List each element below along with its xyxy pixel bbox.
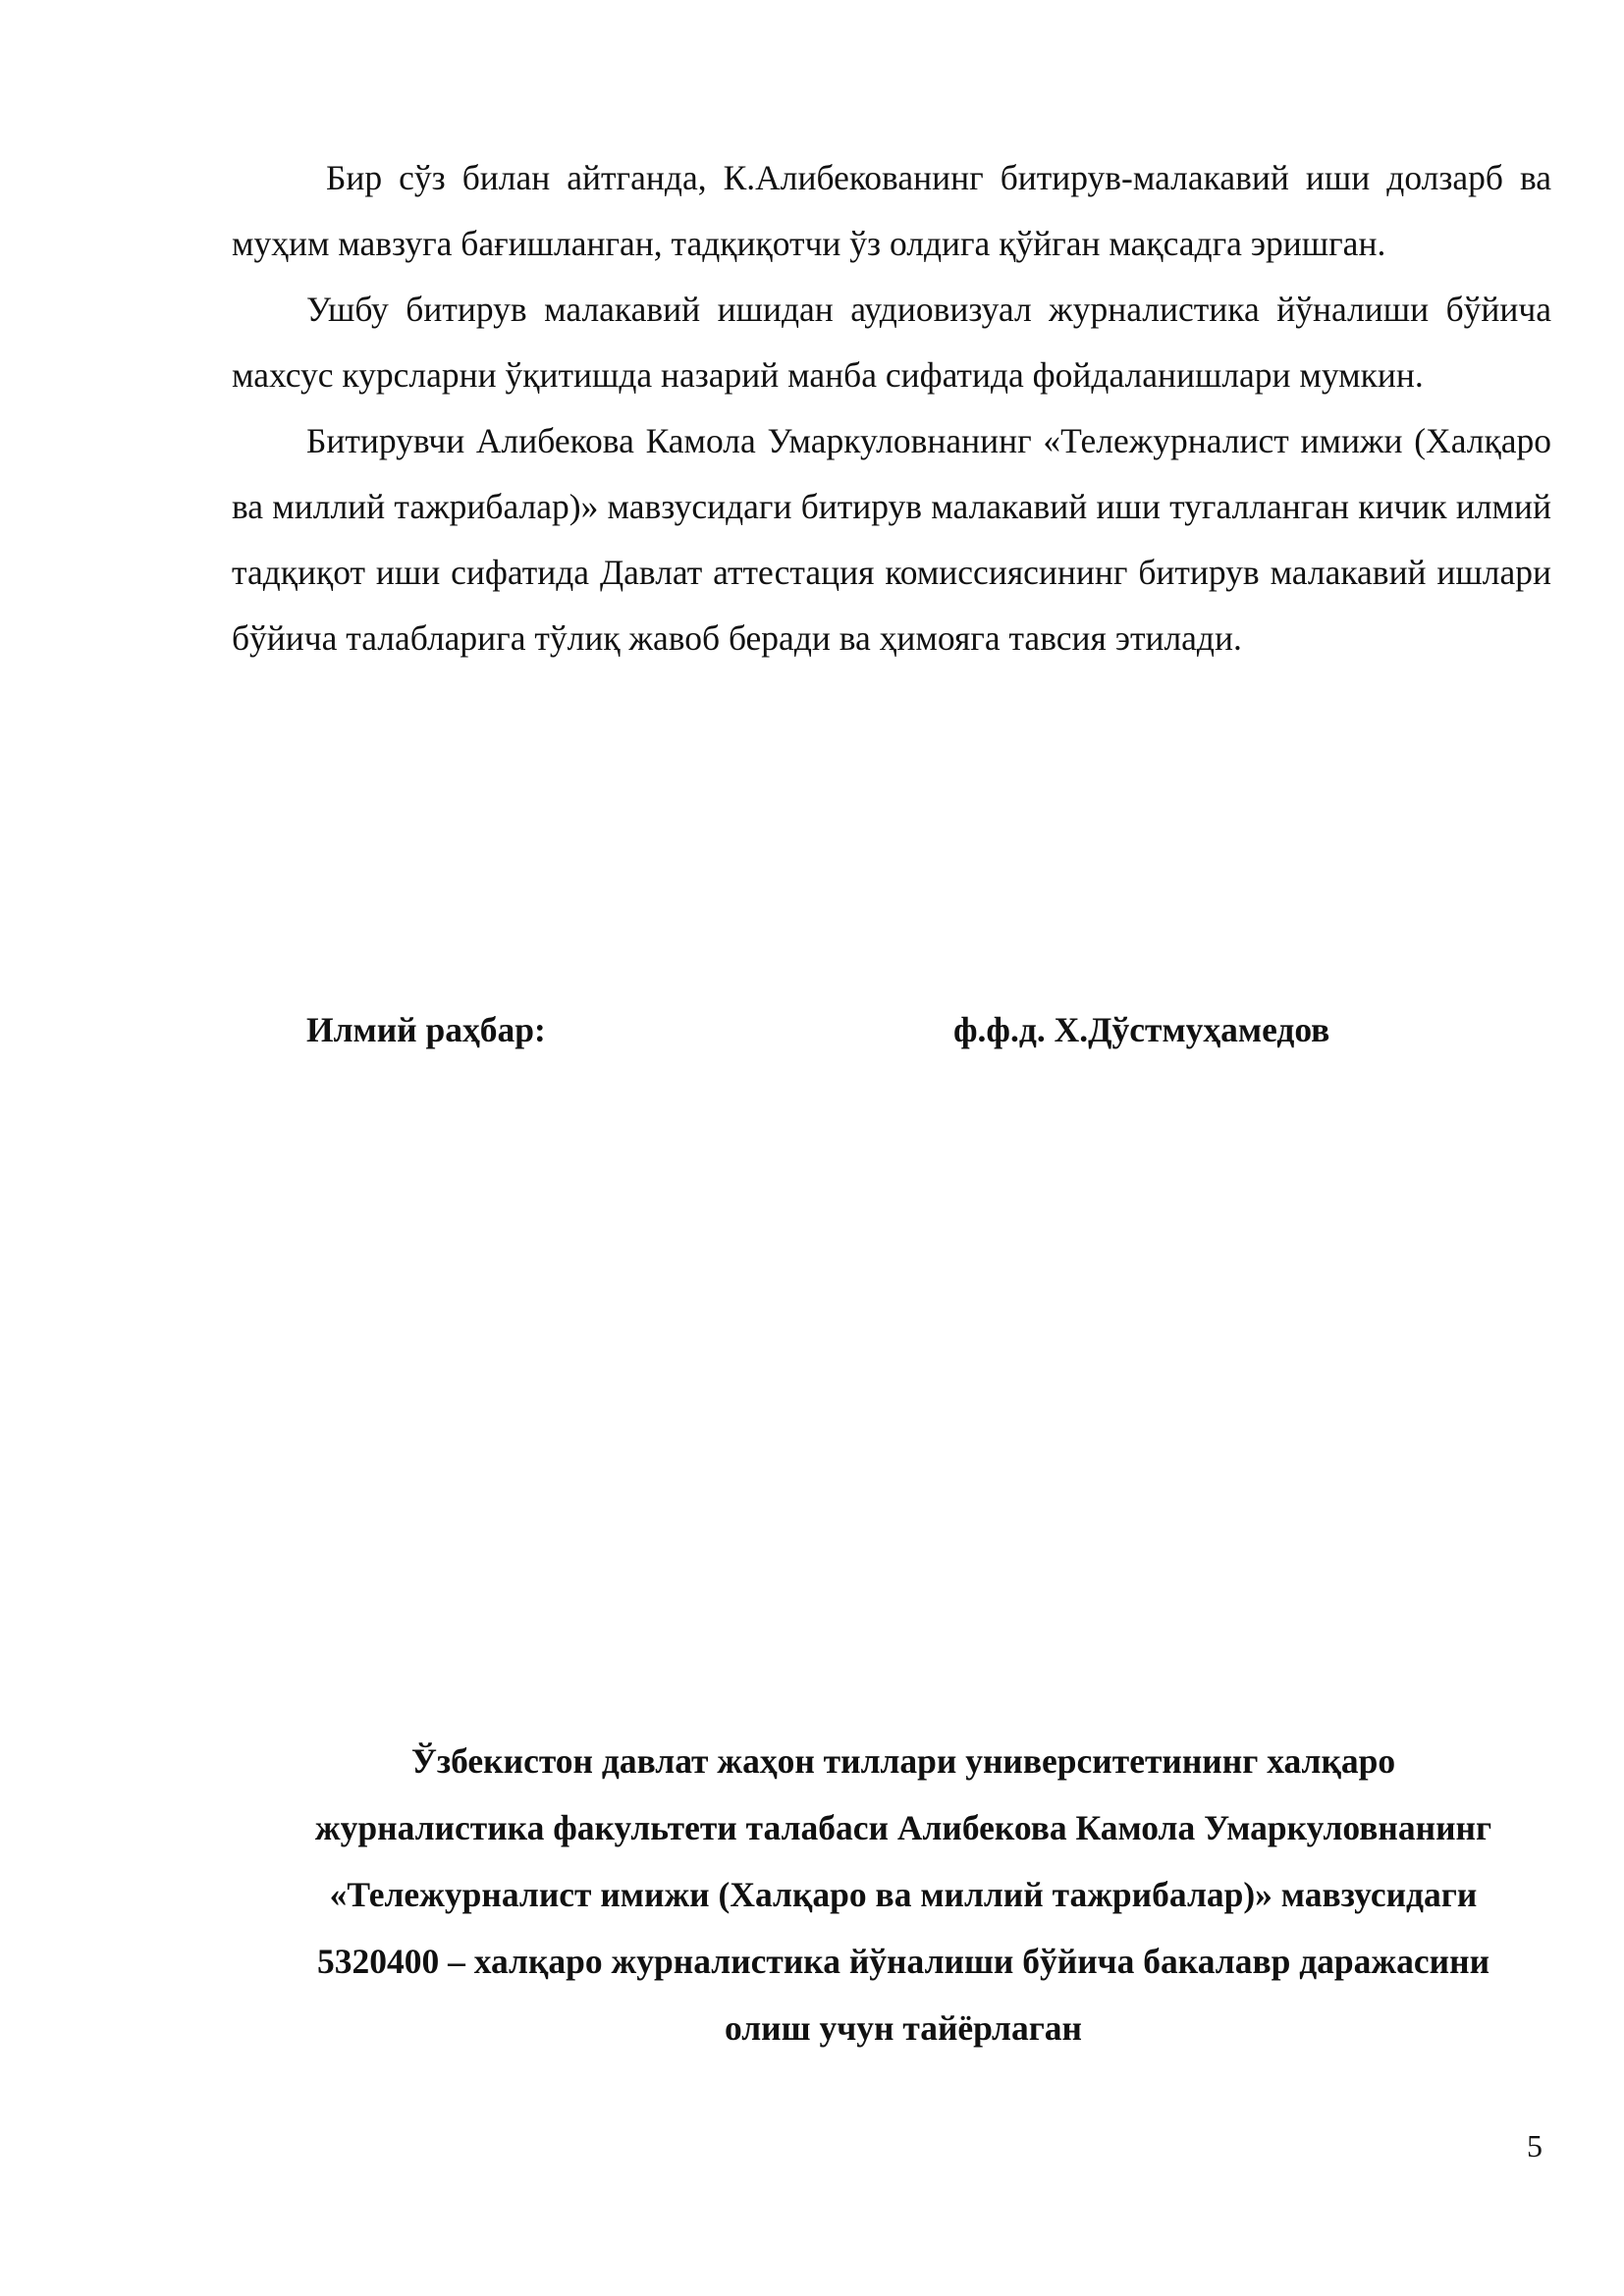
review-heading-line: олиш учун тайёрлаган — [724, 2008, 1083, 2048]
paragraph-conclusion: Бир сўз билан айтганда, К.Алибекованинг битирув-малакавий иши долзарб ва муҳим мавзуга бағишланган, тадқиқотчи ўз олдига қўйган мақсадга эришган. — [232, 158, 1551, 263]
review-heading-line: «Тележурналист имижи (Халқаро ва миллий тажрибалар)» мавзусидаги — [329, 1875, 1478, 1914]
paragraph-usage: Ушбу битирув малакавий ишидан аудиовизуал журналистика йўналиши бўйича махсус курсларни ўқитишда назарий манба сифатида фойдаланишлари мумкин. — [232, 290, 1551, 395]
review-heading — [216, 1728, 1591, 2061]
page-number: 5 — [1527, 2128, 1543, 2163]
supervisor-role: Илмий раҳбар: — [306, 1010, 546, 1049]
review-heading-line: 5320400 – халқаро журналистика йўналиши бўйича бакалавр даражасини — [316, 1942, 1490, 1981]
paragraph-recommendation: Битирувчи Алибекова Камола Умаркуловнанинг «Тележурналист имижи (Халқаро ва миллий тажрибалар)» мавзусидаги битирув малакавий иши тугалланган кичик илмий тадқиқот иши сифатида Давлат аттестация комиссиясининг битирув малакавий ишлари бўйича талабларига тўлиқ жавоб беради ва ҳимояга тавсия этилади. — [232, 421, 1551, 658]
review-heading-line: Ўзбекистон давлат жаҳон тиллари университетининг халқаро — [410, 1741, 1396, 1781]
review-heading-line: журналистика факультети талабаси Алибекова Камола Умаркуловнанинг — [314, 1808, 1492, 1847]
paragraph-conclusion-block — [232, 145, 1551, 671]
supervisor-name: ф.ф.д. Х.Дўстмуҳамедов — [953, 1010, 1330, 1049]
signature-line — [306, 1009, 1485, 1068]
